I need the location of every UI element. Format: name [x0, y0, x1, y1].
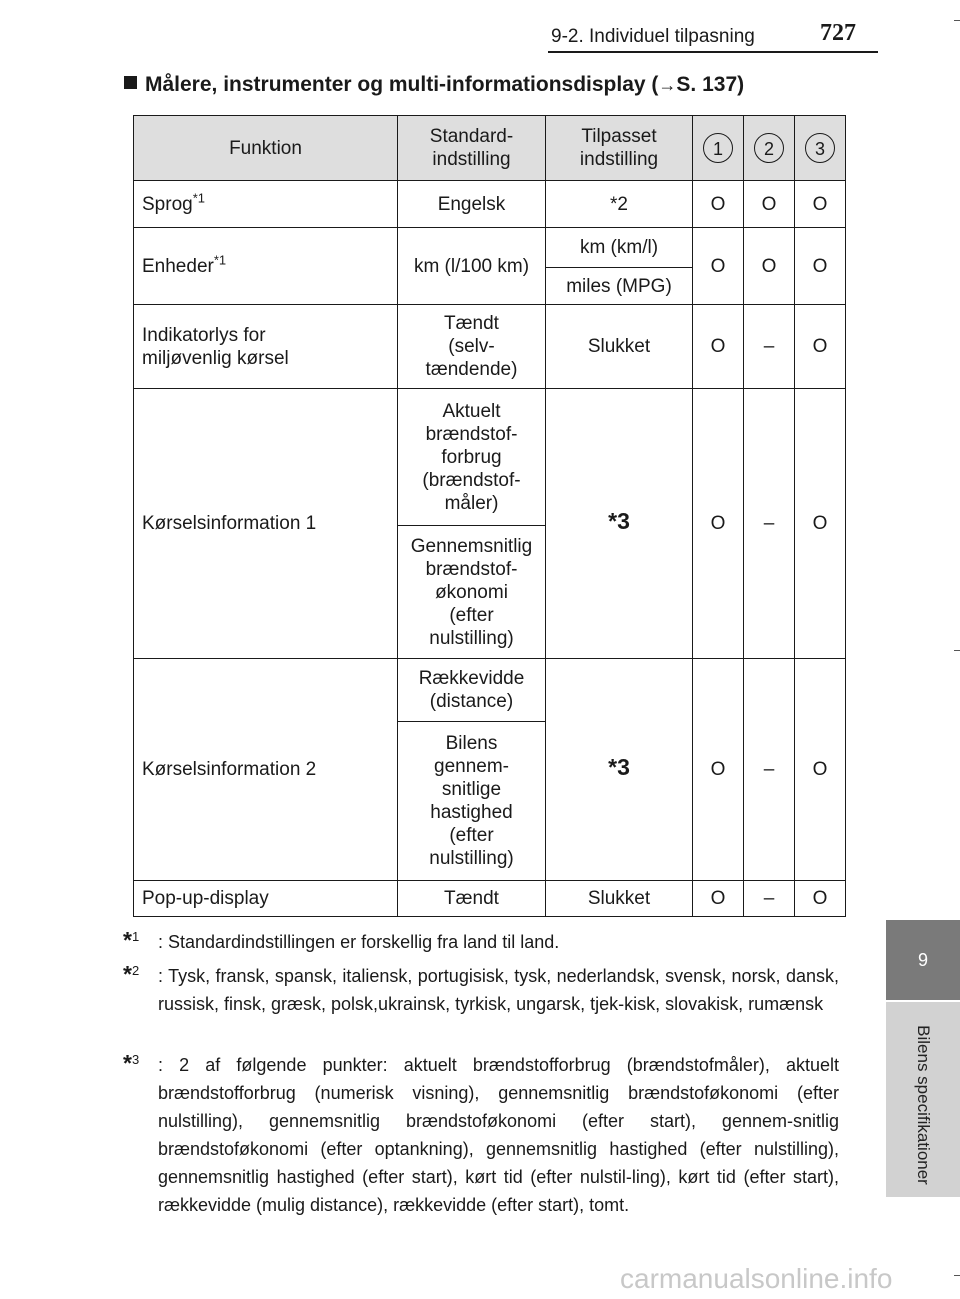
footnote-text: : Standardindstillingen er forskellig fra land til land. — [158, 932, 560, 952]
table-row — [134, 228, 846, 268]
cell-custom: miles (MPG) — [546, 268, 693, 305]
cell-c3: O — [795, 181, 846, 228]
footnote-1: *$^1$ : Standardindstillingen er forskellig fra land til land. — [123, 928, 839, 956]
cell-c2: – — [744, 881, 795, 917]
circled-3-icon: 3 — [805, 133, 835, 163]
header-function: Funktion — [134, 116, 398, 181]
cell-c1: O — [693, 881, 744, 917]
cell-c3: O — [795, 305, 846, 389]
page-number: 727 — [820, 20, 856, 46]
cell-c1: O — [693, 181, 744, 228]
cell-default: km (l/100 km) — [398, 228, 546, 305]
footnote-mark: * — [123, 1050, 132, 1076]
cell-custom: *3 — [546, 659, 693, 881]
footnote-2: *$^2$ : Tysk, fransk, spansk, italiensk, portugisisk, tysk, nederlandsk, svensk, norsk, dansk, russisk, finsk, græsk, polsk,ukrainsk, tyrkisk, ungarsk, tjek-kisk, slovakisk, rumænsk — [123, 962, 839, 1018]
settings-table — [133, 115, 846, 917]
cell-c3: O — [795, 228, 846, 305]
table-row — [134, 181, 846, 228]
heading-text: Målere, instrumenter og multi-informationsdisplay ( — [145, 73, 659, 96]
cell-default: Tændt (selv- tændende) — [398, 305, 546, 389]
header-rule — [548, 51, 878, 53]
cell-c2: – — [744, 659, 795, 881]
crop-mark — [954, 650, 960, 651]
watermark: carmanualsonline.info — [620, 1263, 893, 1294]
cell-c2: – — [744, 389, 795, 659]
cell-c2: O — [744, 228, 795, 305]
heading-ref: S. 137) — [676, 73, 745, 96]
cell-c3: O — [795, 659, 846, 881]
header-col-1 — [693, 116, 744, 181]
chapter-label: Bilens specifikationer — [914, 1025, 933, 1185]
cell-function: Kørselsinformation 2 — [134, 659, 398, 881]
cell-function: Enheder$^{*1}$ — [134, 228, 398, 305]
header-custom: Tilpasset indstilling — [546, 116, 693, 181]
circled-2-icon: 2 — [754, 133, 784, 163]
cell-custom: km (km/l) — [546, 228, 693, 268]
cell-default: Bilens gennem- snitlige hastighed (efter nulstilling) — [398, 722, 546, 881]
table-row — [134, 305, 846, 389]
table-row — [134, 881, 846, 917]
cell-function: Sprog$^{*1}$ — [134, 181, 398, 228]
cell-default: Rækkevidde (distance) — [398, 659, 546, 722]
footnote-text: : Tysk, fransk, spansk, italiensk, portugisisk, tysk, nederlandsk, svensk, norsk, dansk, russisk, finsk, græsk, polsk,ukrainsk, tyrkisk, ungarsk, tjek-kisk, slovakisk, rumænsk — [158, 966, 839, 1014]
cell-c3: O — [795, 881, 846, 917]
cell-c3: O — [795, 389, 846, 659]
cell-function: Indikatorlys for miljøvenlig kørsel — [134, 305, 398, 389]
cell-default: Aktuelt brændstof- forbrug (brændstof- måler) — [398, 389, 546, 526]
cell-function: Pop-up-display — [134, 881, 398, 917]
footnote-mark: * — [123, 961, 132, 987]
cell-custom: *3 — [546, 389, 693, 659]
crop-mark — [954, 1275, 960, 1276]
footnote-text: : 2 af følgende punkter: aktuelt brændstofforbrug (brændstofmåler), aktuelt brændstofforbrug (numerisk visning), gennemsnitlig brændstoføkonomi (efter nulstilling), gennemsnitlig brændstoføkonomi (efter start), gennem-snitlig brændstoføkonomi (efter optankning), gennemsnitlig hastighed (efter nulstilling), gennemsnitlig hastighed (efter start), kørt tid (efter nulstil-ling), kørt tid (efter start), rækkevidde (mulig distance), rækkevidde (efter start), tomt. — [158, 1055, 839, 1215]
arrow-icon: → — [658, 75, 677, 95]
header-col-3 — [795, 116, 846, 181]
section-title: 9-2. Individuel tilpasning — [551, 26, 755, 47]
crop-mark — [954, 20, 960, 21]
cell-default: Tændt — [398, 881, 546, 917]
header-col-2 — [744, 116, 795, 181]
table-row — [134, 389, 846, 526]
cell-custom: *2 — [546, 181, 693, 228]
cell-function: Kørselsinformation 1 — [134, 389, 398, 659]
footnote-3: *$^3$ : 2 af følgende punkter: aktuelt brændstofforbrug (brændstofmåler), aktuelt brændstofforbrug (numerisk visning), gennemsnitlig brændstoføkonomi (efter nulstilling), gennemsnitlig brændstoføkonomi (efter start), gennem-snitlig brændstoføkonomi (efter optankning), gennemsnitlig hastighed (efter nulstilling), gennemsnitlig hastighed (efter start), kørt tid (efter nulstil-ling), kørt tid (efter start), rækkevidde (mulig distance), rækkevidde (efter start), tomt. — [123, 1051, 839, 1219]
cell-default: Engelsk — [398, 181, 546, 228]
cell-custom: Slukket — [546, 881, 693, 917]
cell-c1: O — [693, 305, 744, 389]
cell-c1: O — [693, 389, 744, 659]
section-heading — [124, 73, 744, 97]
cell-c2: – — [744, 305, 795, 389]
square-bullet-icon — [124, 76, 137, 89]
header-default: Standard- indstilling — [398, 116, 546, 181]
cell-c1: O — [693, 659, 744, 881]
cell-c1: O — [693, 228, 744, 305]
circled-1-icon: 1 — [703, 133, 733, 163]
footnote-mark: * — [123, 927, 132, 953]
cell-default: Gennemsnitlig brændstof- økonomi (efter nulstilling) — [398, 526, 546, 659]
table-header-row — [134, 116, 846, 181]
table-row — [134, 659, 846, 722]
cell-c2: O — [744, 181, 795, 228]
cell-custom: Slukket — [546, 305, 693, 389]
chapter-tab: 9 — [886, 920, 960, 1000]
